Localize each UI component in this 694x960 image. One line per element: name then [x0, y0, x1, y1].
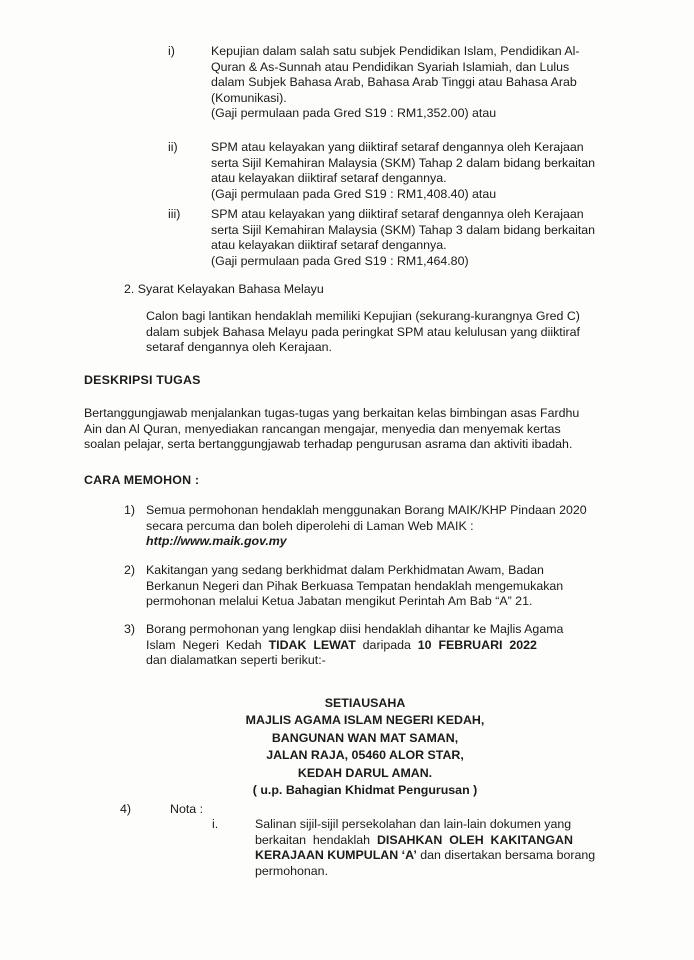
apply-item-3	[146, 622, 612, 669]
qualification-2	[211, 140, 611, 202]
address-line: ( u.p. Bahagian Khidmat Pengurusan )	[252, 783, 478, 798]
apply-item-2	[146, 563, 612, 610]
malay-requirement-line: Calon bagi lantikan hendaklah memiliki Kepujian (sekurang-kurangnya Gred C)	[146, 309, 580, 323]
deadline-date: 10 FEBRUARI 2022	[417, 637, 537, 652]
note-text-part: berkaitan hendaklah	[255, 832, 377, 847]
qualification-marker-3: iii)	[168, 207, 181, 221]
note-number: 4)	[120, 802, 132, 816]
mailing-address	[200, 695, 530, 799]
apply-item-1-line: secara percuma dan boleh diperolehi di Laman Web MAIK :	[146, 518, 474, 533]
apply-item-3-text: daripada	[355, 637, 418, 652]
apply-item-2-line: Kakitangan yang sedang berkhidmat dalam Perkhidmatan Awam, Badan	[146, 563, 544, 577]
note-text-part: dan disertakan bersama borang	[416, 848, 596, 863]
qualification-2-line: SPM atau kelayakan yang diiktiraf setaraf dengannya oleh Kerajaan	[211, 140, 584, 154]
note-label: Nota :	[170, 802, 204, 816]
qualification-1-line: dalam Subjek Bahasa Arab, Bahasa Arab Tinggi atau Bahasa Arab	[211, 75, 577, 90]
address-line: SETIAUSAHA	[324, 696, 406, 710]
apply-item-2-line: Berkanun Negeri dan Pihak Berkuasa Tempatan hendaklah mengemukakan	[146, 578, 564, 593]
duties-heading: DESKRIPSI TUGAS	[84, 373, 201, 387]
note-line	[255, 848, 612, 864]
note-line: permohonan.	[255, 863, 329, 878]
qualification-2-line: atau kelayakan diiktiraf setaraf dengannya.	[211, 171, 447, 186]
qualification-3-salary: (Gaji permulaan pada Gred S19 : RM1,464.80)	[211, 253, 469, 268]
qualification-1-line: Kepujian dalam salah satu subjek Pendidikan Islam, Pendidikan Al-	[211, 44, 580, 58]
apply-item-2-line: permohonan melalui Ketua Jabatan mengikut Perintah Am Bab “A” 21.	[146, 594, 533, 609]
apply-item-1-line: Semua permohonan hendaklah menggunakan Borang MAIK/KHP Pindaan 2020	[146, 503, 587, 517]
qualification-3-line: atau kelayakan diiktiraf setaraf dengannya.	[211, 238, 447, 253]
deadline-emphasis: TIDAK LEWAT	[268, 637, 356, 652]
note-emphasis: KERAJAAN KUMPULAN ‘A’	[255, 848, 417, 863]
address-line: KEDAH DARUL AMAN.	[297, 765, 433, 780]
note-line	[255, 833, 612, 849]
duties-line: Ain dan Al Quran, menyediakan rancangan mengajar, menyedia dan menyemak kertas	[84, 421, 561, 436]
qualification-1-salary: (Gaji permulaan pada Gred S19 : RM1,352.00) atau	[211, 106, 497, 121]
duties-line: soalan pelajar, serta bertanggungjawab terhadap pengurusan asrama dan aktiviti ibadah.	[84, 437, 573, 452]
apply-item-3-line: dan dialamatkan seperti berikut:-	[146, 653, 326, 668]
note-text	[255, 817, 612, 879]
maik-website-link[interactable]: http://www.maik.gov.my	[146, 534, 287, 549]
note-emphasis: DISAHKAN OLEH KAKITANGAN	[376, 832, 573, 847]
qualification-3-line: serta Sijil Kemahiran Malaysia (SKM) Tahap 3 dalam bidang berkaitan	[211, 222, 596, 237]
qualification-2-salary: (Gaji permulaan pada Gred S19 : RM1,408.40) atau	[211, 186, 497, 201]
qualification-3-line: SPM atau kelayakan yang diiktiraf setaraf dengannya oleh Kerajaan	[211, 207, 584, 221]
apply-heading: CARA MEMOHON :	[84, 473, 200, 487]
apply-item-1	[146, 503, 612, 550]
address-line: MAJLIS AGAMA ISLAM NEGERI KEDAH,	[245, 713, 485, 728]
qualification-1	[211, 44, 611, 122]
malay-requirement-line: setaraf dengannya oleh Kerajaan.	[146, 340, 332, 355]
apply-item-3-line: Borang permohonan yang lengkap diisi hendaklah dihantar ke Majlis Agama	[146, 622, 564, 636]
qualification-marker-2: ii)	[168, 140, 178, 154]
qualification-2-line: serta Sijil Kemahiran Malaysia (SKM) Tahap 2 dalam bidang berkaitan	[211, 155, 596, 170]
apply-item-3-number: 3)	[124, 622, 136, 636]
malay-requirement-text	[146, 309, 612, 356]
address-line: JALAN RAJA, 05460 ALOR STAR,	[266, 748, 464, 763]
apply-item-3-text: Islam Negeri Kedah	[146, 637, 269, 652]
duties-line: Bertanggungjawab menjalankan tugas-tugas yang berkaitan kelas bimbingan asas Fardhu	[84, 406, 580, 420]
qualification-3	[211, 207, 611, 269]
apply-item-1-number: 1)	[124, 503, 136, 517]
qualification-1-line: Quran & As-Sunnah atau Pendidikan Syariah Islamiah, dan Lulus	[211, 59, 570, 74]
apply-item-3-deadline-line	[146, 638, 612, 654]
malay-requirement-title: 2. Syarat Kelayakan Bahasa Melayu	[124, 282, 324, 296]
qualification-1-line: (Komunikasi).	[211, 90, 287, 105]
note-marker: i.	[212, 817, 219, 831]
note-line: Salinan sijil-sijil persekolahan dan lain-lain dokumen yang	[255, 817, 572, 831]
duties-text	[84, 406, 612, 453]
apply-item-2-number: 2)	[124, 563, 136, 577]
malay-requirement-line: dalam subjek Bahasa Melayu pada peringkat SPM atau kelulusan yang diiktiraf	[146, 324, 580, 339]
qualification-marker-1: i)	[168, 44, 175, 58]
address-line: BANGUNAN WAN MAT SAMAN,	[271, 730, 459, 745]
